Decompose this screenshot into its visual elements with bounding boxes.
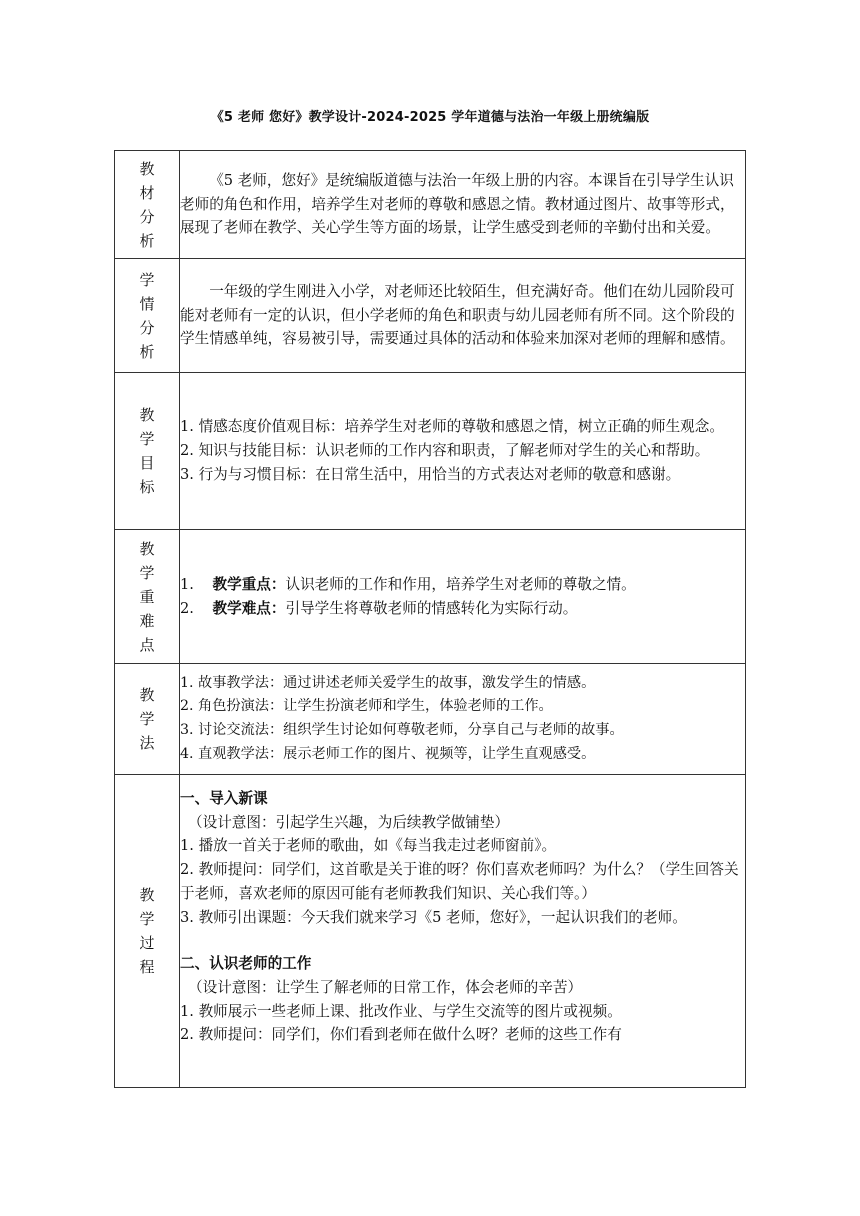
list-item: 2. 知识与技能目标：认识老师的工作内容和职责，了解老师对学生的关心和帮助。	[180, 442, 710, 460]
row-content-analysis	[180, 151, 746, 259]
lesson-plan-table	[114, 150, 746, 1088]
row-content-students	[180, 259, 746, 373]
list-item: 2. 角色扮演法：让学生扮演老师和学生，体验老师的工作。	[180, 698, 553, 715]
table-row-keypoints	[115, 530, 746, 664]
row-content-methods	[180, 664, 746, 775]
list-item: 4. 直观教学法：展示老师工作的图片、视频等，让学生直观感受。	[180, 745, 596, 762]
list-item: 1. 教师展示一些老师上课、批改作业、与学生交流等的图片或视频。	[180, 1002, 622, 1020]
list-item: 2. 教师提问：同学们，这首歌是关于谁的呀？你们喜欢老师吗？为什么？（学生回答关于老师，喜欢老师的原因可能有老师教我们知识、关心我们等。）	[180, 861, 739, 902]
list-item: 1. 教学重点：认识老师的工作和作用，培养学生对老师的尊敬之情。	[180, 575, 636, 593]
list-item: 3. 教师引出课题：今天我们就来学习《5 老师，您好》，一起认识我们的老师。	[180, 908, 687, 926]
row-label-students: 学 情 分 析	[115, 259, 180, 373]
design-note: （设计意图：引起学生兴趣，为后续教学做铺垫）	[188, 813, 510, 831]
row-label-goals: 教 学 目 标	[115, 373, 180, 530]
list-item: 1. 故事教学法：通过讲述老师关爱学生的故事，激发学生的情感。	[180, 674, 596, 691]
spacer	[180, 929, 745, 952]
table-row-goals	[115, 373, 746, 530]
row-label-analysis: 教 材 分 析	[115, 151, 180, 259]
document-title: 《5 老师 您好》教学设计-2024-2025 学年道德与法治一年级上册统编版	[210, 110, 650, 125]
paragraph: 《5 老师，您好》是统编版道德与法治一年级上册的内容。本课旨在引导学生认识老师的角色和作用，培养学生对老师的尊敬和感恩之情。教材通过图片、故事等形式，展现了老师在教学、关心学生等方面的场景，让学生感受到老师的辛勤付出和关爱。	[180, 171, 735, 237]
list-item: 2. 教师提问：同学们，你们看到老师在做什么呀？老师的这些工作有	[180, 1026, 622, 1044]
list-item: 1. 情感态度价值观目标：培养学生对老师的尊敬和感恩之情，树立正确的师生观念。	[180, 418, 724, 436]
table-row-analysis	[115, 151, 746, 259]
table-row-students	[115, 259, 746, 373]
list-item: 3. 行为与习惯目标：在日常生活中，用恰当的方式表达对老师的敬意和感谢。	[180, 465, 681, 483]
row-content-goals	[180, 373, 746, 530]
row-label-process: 教 学 过 程	[115, 775, 180, 1088]
key-label: 教学难点：	[212, 599, 286, 617]
list-item: 3. 讨论交流法：组织学生讨论如何尊敬老师，分享自己与老师的故事。	[180, 722, 624, 738]
table-row-methods	[115, 664, 746, 775]
row-content-keypoints	[180, 530, 746, 664]
table-row-process	[115, 775, 746, 1088]
design-note: （设计意图：让学生了解老师的日常工作，体会老师的辛苦）	[188, 978, 583, 996]
list-item: 2. 教学难点：引导学生将尊敬老师的情感转化为实际行动。	[180, 599, 578, 617]
key-label: 教学重点：	[212, 575, 286, 593]
row-label-keypoints: 教 学 重 难 点	[115, 530, 180, 664]
list-item: 1. 播放一首关于老师的歌曲，如《每当我走过老师窗前》。	[180, 837, 557, 855]
section-heading: 一、导入新课	[180, 790, 268, 807]
section-heading: 二、认识老师的工作	[180, 955, 312, 973]
row-label-methods: 教 学 法	[115, 664, 180, 775]
row-content-process	[180, 775, 746, 1088]
paragraph: 一年级的学生刚进入小学，对老师还比较陌生，但充满好奇。他们在幼儿园阶段可能对老师有一定的认识，但小学老师的角色和职责与幼儿园老师有所不同。这个阶段的学生情感单纯，容易被引导，需要通过具体的活动和体验来加深对老师的理解和感情。	[180, 282, 735, 348]
